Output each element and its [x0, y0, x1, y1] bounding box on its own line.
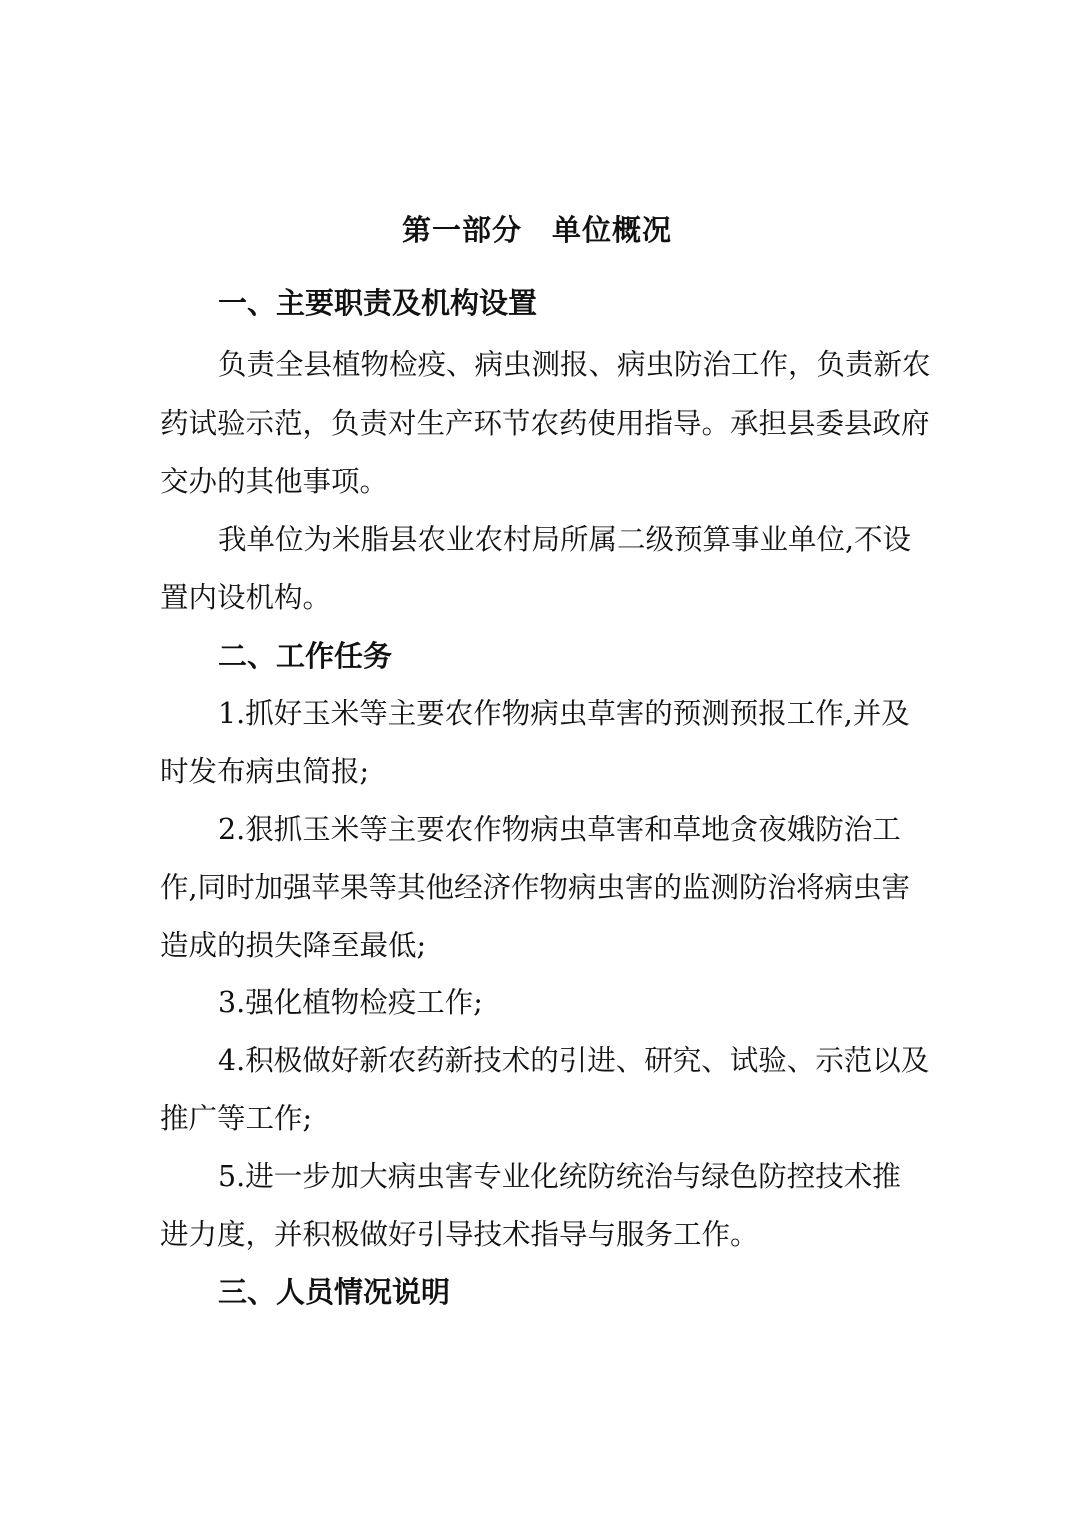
- list-item-line: 时发布病虫简报;: [160, 755, 370, 788]
- list-item-line: 作,同时加强苹果等其他经济作物病虫害的监测防治将病虫害: [160, 871, 911, 904]
- list-item-line: 进力度，并积极做好引导技术指导与服务工作。: [160, 1218, 759, 1251]
- section-heading-1: 一、主要职责及机构设置: [218, 286, 538, 320]
- list-item-line: 推广等工作;: [160, 1102, 313, 1135]
- list-item-line: 造成的损失降至最低;: [160, 929, 427, 962]
- list-item-line: 4.积极做好新农药新技术的引进、研究、试验、示范以及: [218, 1044, 930, 1077]
- list-item-line: 3.强化植物检疫工作;: [218, 986, 483, 1019]
- paragraph-line: 负责全县植物检疫、病虫测报、病虫防治工作，负责新农: [218, 348, 931, 381]
- paragraph-line: 我单位为米脂县农业农村局所属二级预算事业单位,不设: [218, 523, 912, 556]
- paragraph-line: 交办的其他事项。: [160, 465, 389, 498]
- paragraph-line: 置内设机构。: [160, 581, 332, 614]
- section-heading-3: 三、人员情况说明: [218, 1275, 451, 1309]
- section-heading-2: 二、工作任务: [218, 639, 393, 673]
- list-item-line: 2.狠抓玉米等主要农作物病虫草害和草地贪夜娥防治工: [218, 813, 901, 846]
- paragraph-line: 药试验示范，负责对生产环节农药使用指导。承担县委县政府: [160, 407, 930, 440]
- page-title: 第一部分 单位概况: [401, 213, 672, 247]
- list-item-line: 5.进一步加大病虫害专业化统防统治与绿色防控技术推: [218, 1160, 901, 1193]
- list-item-line: 1.抓好玉米等主要农作物病虫草害的预测预报工作,并及: [218, 697, 910, 730]
